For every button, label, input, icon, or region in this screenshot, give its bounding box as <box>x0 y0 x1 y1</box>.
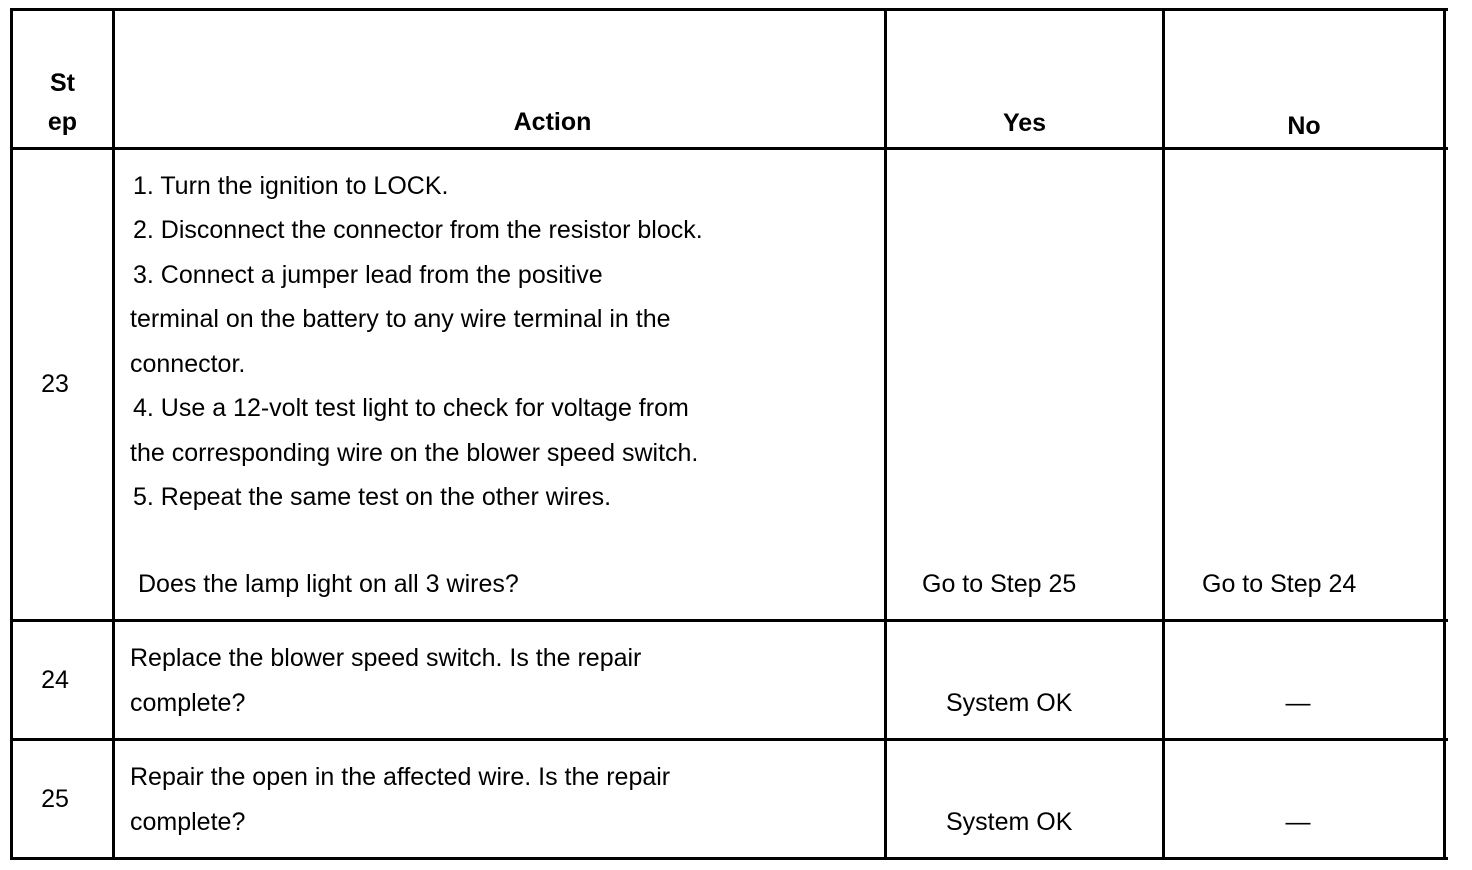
header-yes: Yes <box>1002 109 1047 137</box>
header-step-line1: St <box>50 69 75 97</box>
action-line: complete? <box>130 689 246 717</box>
action-line: 3. Connect a jumper lead from the positive <box>133 261 603 289</box>
header-no: No <box>1287 112 1321 140</box>
header-action: Action <box>513 108 592 136</box>
action-line: the corresponding wire on the blower speed switch. <box>130 439 699 467</box>
action-line: connector. <box>130 350 246 378</box>
table-border-top <box>10 8 1448 11</box>
action-line: complete? <box>130 808 246 836</box>
yes-result: System OK <box>946 689 1073 717</box>
action-line: 1. Turn the ignition to LOCK. <box>133 172 449 200</box>
action-line: 4. Use a 12-volt test light to check for voltage from <box>133 394 689 422</box>
action-line: 2. Disconnect the connector from the resistor block. <box>133 216 703 244</box>
action-line: 5. Repeat the same test on the other wires. <box>133 483 612 511</box>
header-step-line2: ep <box>47 108 78 136</box>
no-result: Go to Step 24 <box>1202 570 1357 598</box>
row-23-divider <box>10 619 1448 622</box>
no-result: — <box>1285 808 1311 836</box>
table-border-bottom <box>10 857 1448 860</box>
action-line: terminal on the battery to any wire terminal in the <box>130 305 671 333</box>
action-question: Does the lamp light on all 3 wires? <box>138 570 519 598</box>
row-24-divider <box>10 738 1448 741</box>
step-number: 24 <box>41 666 69 694</box>
action-line: Replace the blower speed switch. Is the repair <box>130 644 642 672</box>
action-line: Repair the open in the affected wire. Is the repair <box>130 763 671 791</box>
step-number: 25 <box>41 785 69 813</box>
yes-result: Go to Step 25 <box>922 570 1077 598</box>
header-row-divider <box>10 147 1448 150</box>
no-result: — <box>1285 689 1311 717</box>
table-border-right <box>1443 8 1446 860</box>
yes-result: System OK <box>946 808 1073 836</box>
step-number: 23 <box>41 370 69 398</box>
